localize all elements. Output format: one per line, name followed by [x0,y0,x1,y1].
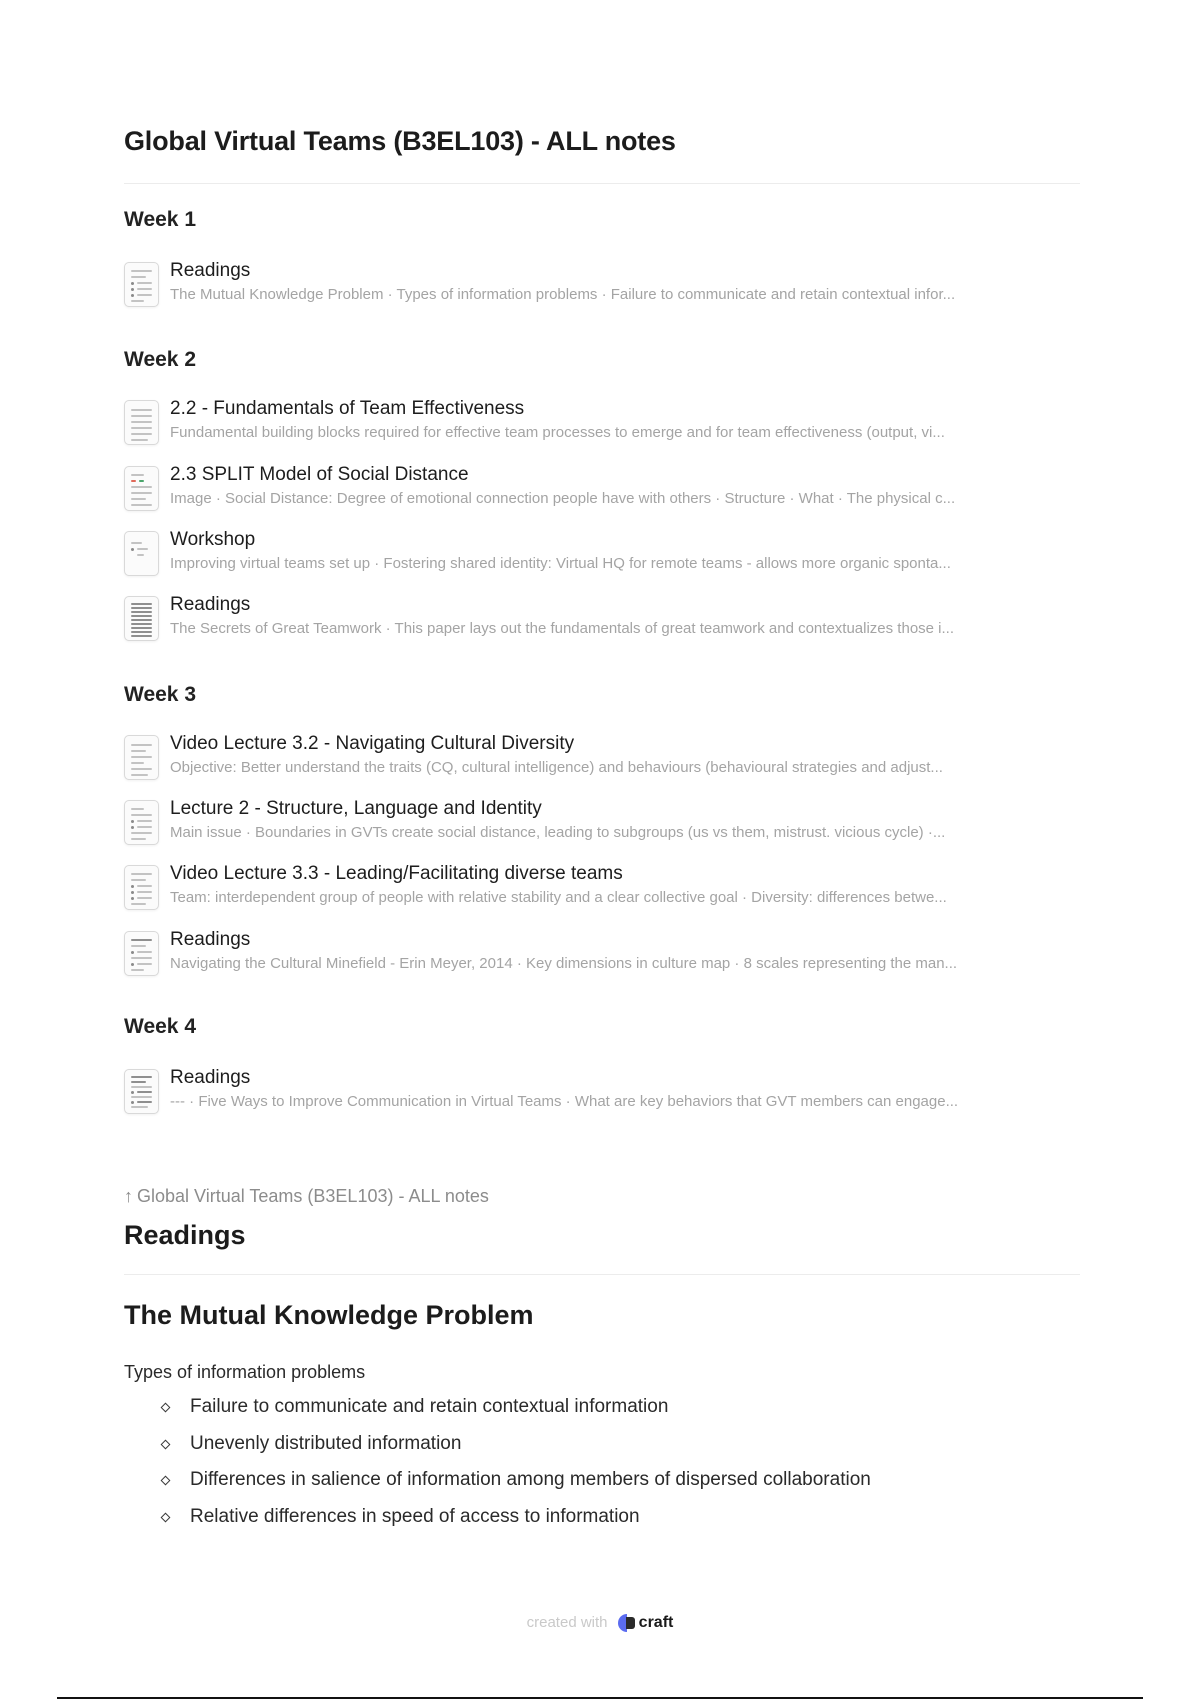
page-card-summary: Image · Social Distance: Degree of emotional connection people have with others · Structure · What · The physical c... [170,490,956,507]
document-thumbnail-icon [124,865,159,910]
page-card-summary: Objective: Better understand the traits (CQ, cultural intelligence) and behaviours (behavioural strategies and adjust... [170,759,943,776]
page-card-team-effectiveness[interactable] [124,396,1080,452]
bullet-list [160,1394,871,1540]
page-card-workshop[interactable] [124,527,1080,583]
week-1-heading: Week 1 [124,208,196,231]
page-card-summary: Team: interdependent group of people with relative stability and a clear collective goal · Diversity: differences betwe... [170,889,947,906]
diamond-bullet-icon [161,1403,171,1413]
created-with-label: created with [526,1614,608,1631]
page-card-summary: The Mutual Knowledge Problem · Types of information problems · Failure to communicate and retain contextual infor... [170,286,956,303]
week-2-heading: Week 2 [124,348,196,371]
page-card-title: Readings [170,594,251,615]
week-4-heading: Week 4 [124,1015,196,1038]
document-thumbnail-icon [124,931,159,976]
page-card-split-model[interactable] [124,462,1080,518]
page-card-cultural-diversity[interactable] [124,731,1080,787]
document-thumbnail-icon [124,531,159,576]
title-divider [124,183,1080,184]
page-card-title: Lecture 2 - Structure, Language and Identity [170,798,542,819]
page-card-title: 2.3 SPLIT Model of Social Distance [170,464,469,485]
page-card-week2-readings[interactable] [124,592,1080,648]
week-3-heading: Week 3 [124,683,196,706]
subpage-divider [124,1274,1080,1275]
subpage-title: Readings [124,1220,246,1250]
diamond-bullet-icon [161,1512,171,1522]
page-card-week1-readings[interactable] [124,258,1080,314]
page-title: Global Virtual Teams (B3EL103) - ALL notes [124,126,676,156]
page-card-title: Readings [170,1067,251,1088]
page-card-leading-diverse-teams[interactable] [124,861,1080,917]
intro-paragraph: Types of information problems [124,1362,366,1382]
page-card-summary: Navigating the Cultural Minefield - Erin Meyer, 2014 · Key dimensions in culture map · 8 scales representing the man... [170,955,958,972]
page-card-title: Video Lecture 3.2 - Navigating Cultural Diversity [170,733,575,754]
page-card-title: Readings [170,260,251,281]
craft-brand-label: craft [638,1614,674,1632]
back-link-label: Global Virtual Teams (B3EL103) - ALL notes [137,1186,489,1206]
page-card-title: Readings [170,929,251,950]
document-thumbnail-icon [124,466,159,511]
page-card-summary: --- · Five Ways to Improve Communication in Virtual Teams · What are key behaviors that GVT members can engage... [170,1093,959,1110]
craft-logo-icon [618,1614,636,1632]
list-item: Relative differences in speed of access to information [160,1504,871,1541]
page-card-title: Workshop [170,529,256,550]
page-card-structure-language-identity[interactable] [124,796,1080,852]
list-item: Failure to communicate and retain contextual information [160,1394,871,1431]
page-bottom-rule [57,1697,1143,1699]
page-card-title: 2.2 - Fundamentals of Team Effectiveness [170,398,525,419]
page-card-summary: The Secrets of Great Teamwork · This paper lays out the fundamentals of great teamwork and contextualizes those i... [170,620,955,637]
diamond-bullet-icon [161,1439,171,1449]
page-card-title: Video Lecture 3.3 - Leading/Facilitating diverse teams [170,863,623,884]
page-card-week3-readings[interactable] [124,927,1080,983]
list-item: Differences in salience of information among members of dispersed collaboration [160,1467,871,1504]
document-thumbnail-icon [124,400,159,445]
footer-credit [0,1614,1200,1632]
section-heading: The Mutual Knowledge Problem [124,1300,534,1330]
document-thumbnail-icon [124,1069,159,1114]
craft-logo[interactable] [618,1614,674,1632]
page-card-summary: Main issue · Boundaries in GVTs create social distance, leading to subgroups (us vs them, mistrust. vicious cycle) ·... [170,824,946,841]
page-card-summary: Fundamental building blocks required for effective team processes to emerge and for team effectiveness (output, vi... [170,424,945,441]
list-item: Unevenly distributed information [160,1431,871,1468]
page-card-summary: Improving virtual teams set up · Fostering shared identity: Virtual HQ for remote teams - allows more organic sponta... [170,555,951,572]
diamond-bullet-icon [161,1476,171,1486]
back-to-parent-link[interactable] [124,1186,489,1207]
document-thumbnail-icon [124,262,159,307]
page-card-week4-readings[interactable] [124,1065,1080,1121]
arrow-up-icon: ↑ [124,1186,133,1206]
document-thumbnail-icon [124,735,159,780]
document-thumbnail-icon [124,800,159,845]
document-thumbnail-icon [124,596,159,641]
